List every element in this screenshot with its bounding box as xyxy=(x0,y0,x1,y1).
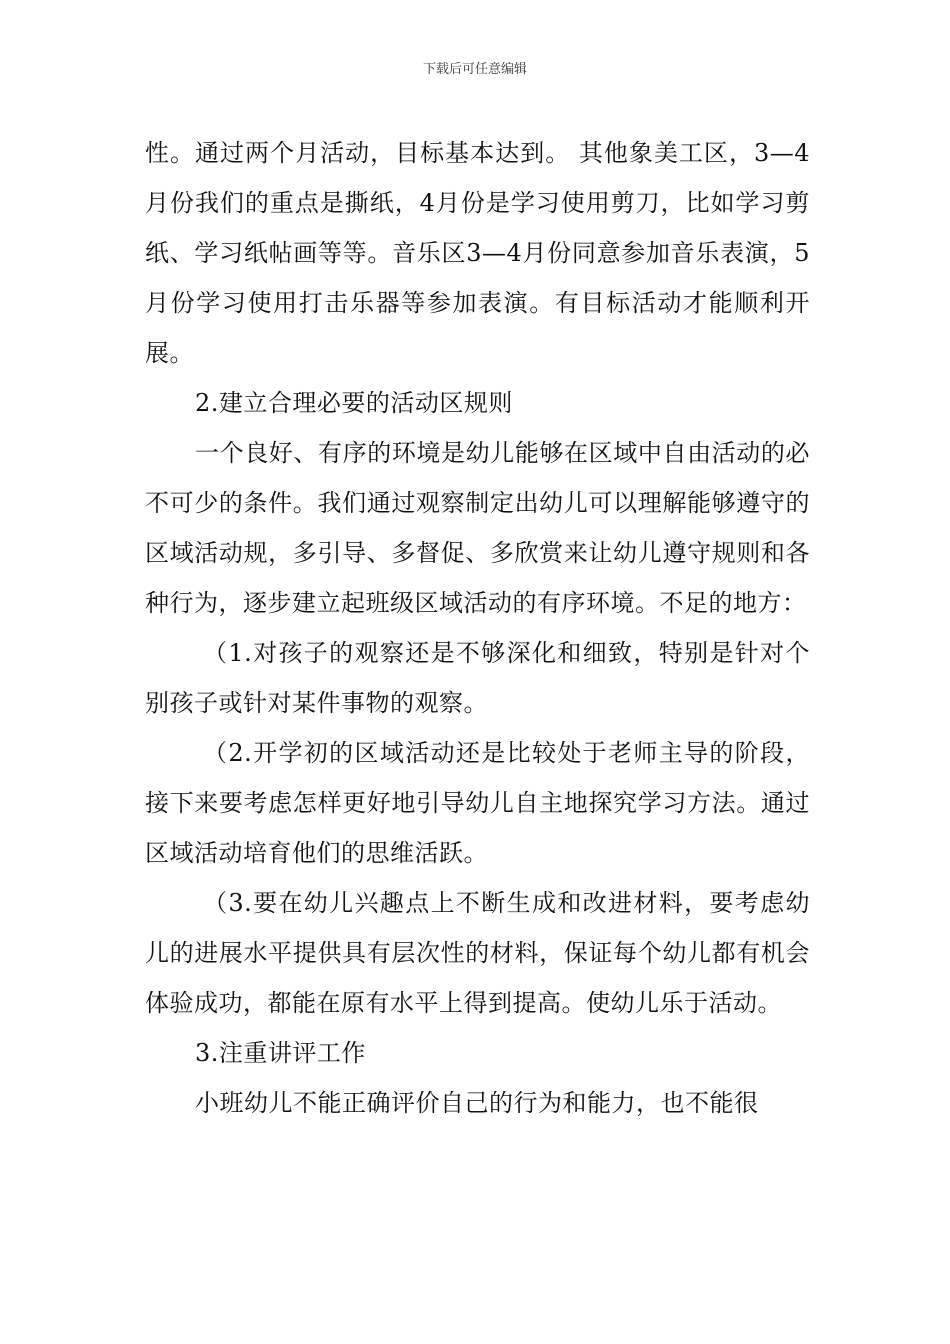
paragraph-evaluation: 小班幼儿不能正确评价自己的行为和能力，也不能很 xyxy=(195,1089,759,1117)
page-header-note: 下载后可任意编辑 xyxy=(422,62,527,77)
document-body xyxy=(145,128,810,1128)
section-heading-3: 3.注重讲评工作 xyxy=(195,1039,366,1067)
section-heading-2: 2.建立合理必要的活动区规则 xyxy=(195,389,513,417)
list-item-3: （3.要在幼儿兴趣点上不断生成和改进材料，要考虑幼儿的进展水平提供具有层次性的材料，保证每个幼儿都有机会体验成功，都能在原有水平上得到提高。使幼儿乐于活动。 xyxy=(145,889,810,1017)
paragraph-continuation: 性。通过两个月活动，目标基本达到。 其他象美工区，3—4月份我们的重点是撕纸，4月份是学习使用剪刀，比如学习剪纸、学习纸帖画等等。音乐区3—4月份同意参加音乐表演，5月份学习使用打击乐器等参加表演。有目标活动才能顺利开展。 xyxy=(145,139,810,367)
list-item-2: （2.开学初的区域活动还是比较处于老师主导的阶段，接下来要考虑怎样更好地引导幼儿自主地探究学习方法。通过区域活动培育他们的思维活跃。 xyxy=(145,739,810,867)
list-item-1: （1.对孩子的观察还是不够深化和细致，特别是针对个别孩子或针对某件事物的观察。 xyxy=(145,639,810,717)
paragraph-rules: 一个良好、有序的环境是幼儿能够在区域中自由活动的必不可少的条件。我们通过观察制定出幼儿可以理解能够遵守的区域活动规，多引导、多督促、多欣赏来让幼儿遵守规则和各种行为，逐步建立起班级区域活动的有序环境。不足的地方： xyxy=(145,439,810,617)
